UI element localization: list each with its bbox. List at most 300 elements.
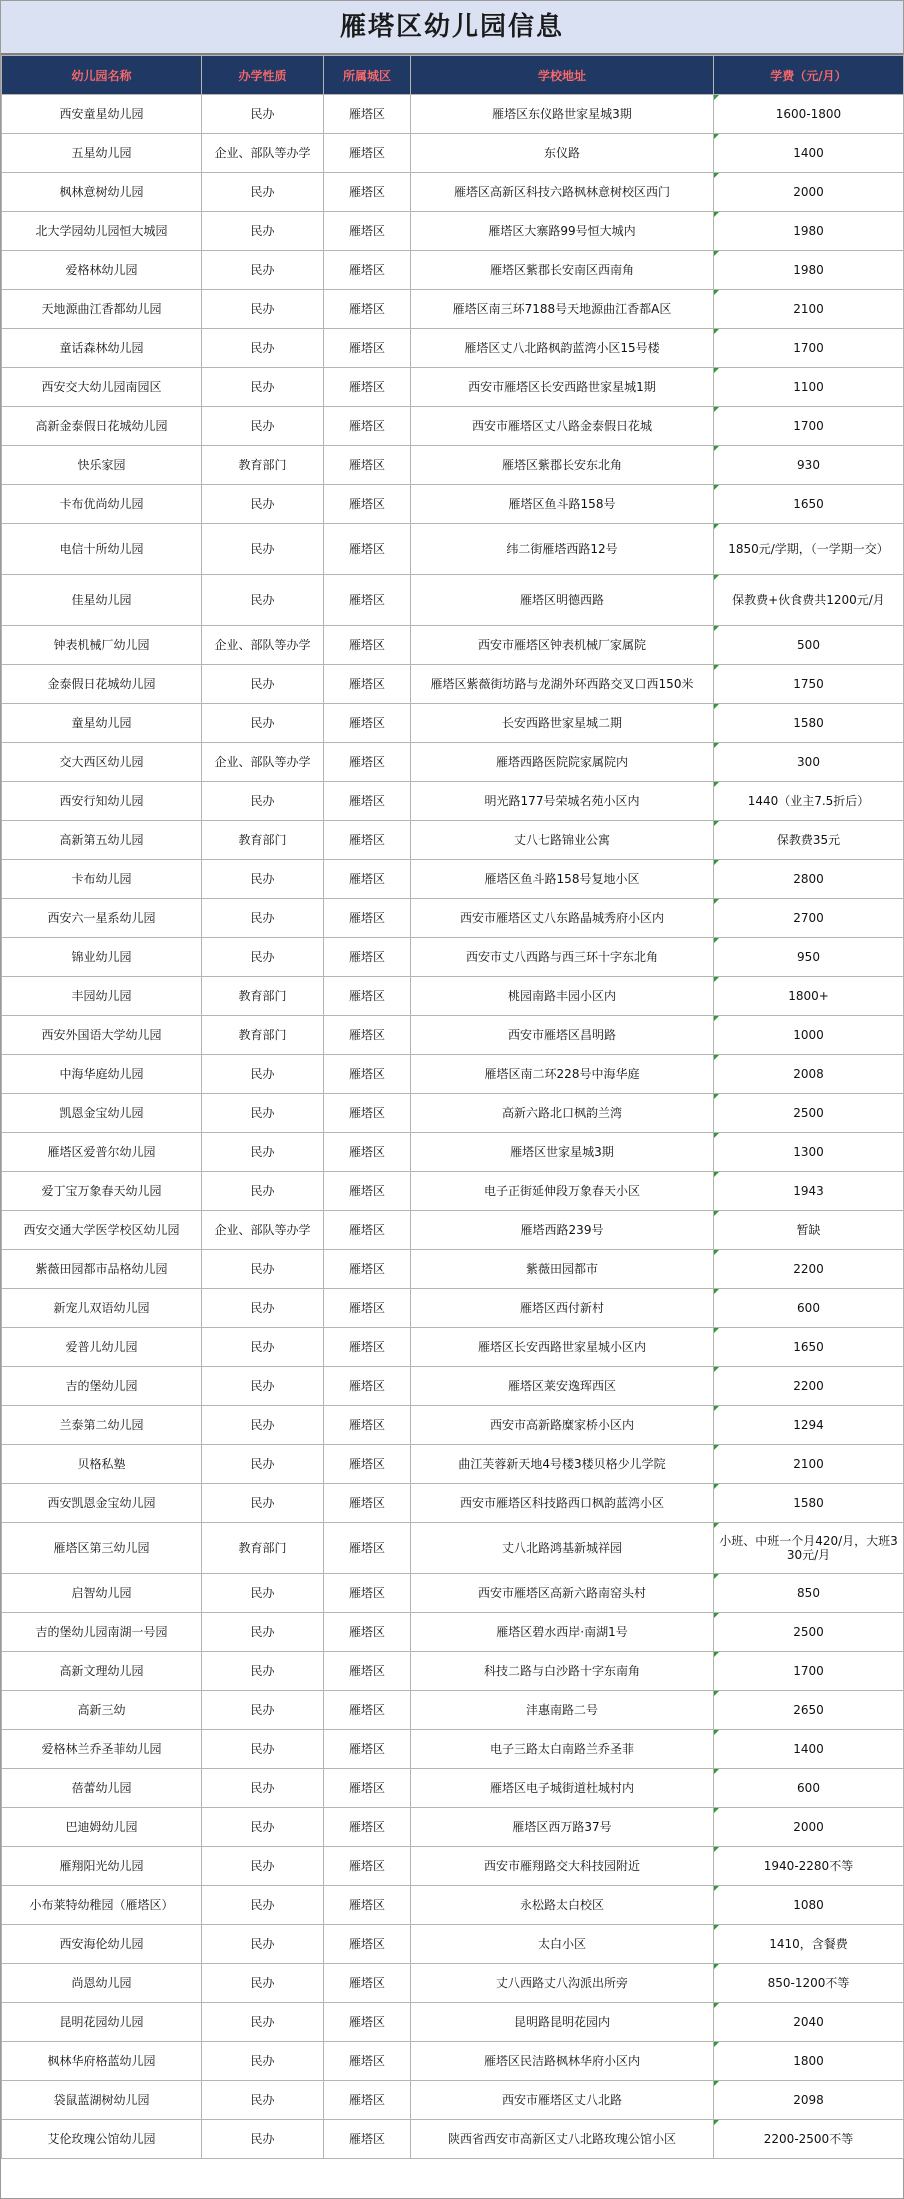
kindergarten-name-cell: 爱格林兰乔圣菲幼儿园 bbox=[2, 1730, 202, 1769]
tuition-fee-cell: 1940-2280不等 bbox=[714, 1847, 904, 1886]
address-cell: 丈八北路鸿基新城祥园 bbox=[411, 1523, 714, 1574]
kindergarten-name-cell: 紫薇田园都市品格幼儿园 bbox=[2, 1250, 202, 1289]
table-row bbox=[2, 1445, 904, 1484]
address-cell: 西安市雁塔区丈八路金泰假日花城 bbox=[411, 407, 714, 446]
kindergarten-name-cell: 金泰假日花城幼儿园 bbox=[2, 665, 202, 704]
district-cell: 雁塔区 bbox=[324, 1574, 411, 1613]
district-cell: 雁塔区 bbox=[324, 782, 411, 821]
district-cell: 雁塔区 bbox=[324, 1328, 411, 1367]
address-cell: 科技二路与白沙路十字东南角 bbox=[411, 1652, 714, 1691]
school-type-cell: 民办 bbox=[202, 368, 324, 407]
school-type-cell: 企业、部队等办学 bbox=[202, 743, 324, 782]
tuition-fee-cell: 600 bbox=[714, 1769, 904, 1808]
tuition-fee-cell: 850-1200不等 bbox=[714, 1964, 904, 2003]
tuition-fee-cell: 1750 bbox=[714, 665, 904, 704]
address-cell: 西安市雁塔区长安西路世家星城1期 bbox=[411, 368, 714, 407]
table-row bbox=[2, 1250, 904, 1289]
kindergarten-name-cell: 中海华庭幼儿园 bbox=[2, 1055, 202, 1094]
district-cell: 雁塔区 bbox=[324, 95, 411, 134]
table-body bbox=[2, 95, 904, 2159]
kindergarten-name-cell: 枫林意树幼儿园 bbox=[2, 173, 202, 212]
tuition-fee-cell: 1294 bbox=[714, 1406, 904, 1445]
table-row bbox=[2, 821, 904, 860]
district-cell: 雁塔区 bbox=[324, 977, 411, 1016]
district-cell: 雁塔区 bbox=[324, 1133, 411, 1172]
school-type-cell: 民办 bbox=[202, 704, 324, 743]
district-cell: 雁塔区 bbox=[324, 2042, 411, 2081]
school-type-cell: 民办 bbox=[202, 1055, 324, 1094]
kindergarten-name-cell: 钟表机械厂幼儿园 bbox=[2, 626, 202, 665]
tuition-fee-cell: 2040 bbox=[714, 2003, 904, 2042]
tuition-fee-cell: 1650 bbox=[714, 485, 904, 524]
district-cell: 雁塔区 bbox=[324, 407, 411, 446]
tuition-fee-cell: 2100 bbox=[714, 290, 904, 329]
tuition-fee-cell: 1400 bbox=[714, 1730, 904, 1769]
kindergarten-name-cell: 吉的堡幼儿园 bbox=[2, 1367, 202, 1406]
kindergarten-name-cell: 五星幼儿园 bbox=[2, 134, 202, 173]
table-row bbox=[2, 2003, 904, 2042]
tuition-fee-cell: 2200 bbox=[714, 1250, 904, 1289]
table-row bbox=[2, 524, 904, 575]
district-cell: 雁塔区 bbox=[324, 1172, 411, 1211]
address-cell: 雁塔区明德西路 bbox=[411, 575, 714, 626]
tuition-fee-cell: 2700 bbox=[714, 899, 904, 938]
address-cell: 紫薇田园都市 bbox=[411, 1250, 714, 1289]
address-cell: 长安西路世家星城二期 bbox=[411, 704, 714, 743]
tuition-fee-cell: 1600-1800 bbox=[714, 95, 904, 134]
address-cell: 西安市丈八西路与西三环十字东北角 bbox=[411, 938, 714, 977]
address-cell: 雁塔区鱼斗路158号 bbox=[411, 485, 714, 524]
school-type-cell: 民办 bbox=[202, 665, 324, 704]
tuition-fee-cell: 1700 bbox=[714, 1652, 904, 1691]
district-cell: 雁塔区 bbox=[324, 329, 411, 368]
table-row bbox=[2, 290, 904, 329]
district-cell: 雁塔区 bbox=[324, 1808, 411, 1847]
address-cell: 西安市高新路糜家桥小区内 bbox=[411, 1406, 714, 1445]
kindergarten-name-cell: 爱格林幼儿园 bbox=[2, 251, 202, 290]
table-row bbox=[2, 860, 904, 899]
header-fee: 学费（元/月） bbox=[714, 56, 904, 95]
district-cell: 雁塔区 bbox=[324, 1484, 411, 1523]
kindergarten-name-cell: 巴迪姆幼儿园 bbox=[2, 1808, 202, 1847]
table-row bbox=[2, 1769, 904, 1808]
kindergarten-name-cell: 交大西区幼儿园 bbox=[2, 743, 202, 782]
table-row bbox=[2, 329, 904, 368]
school-type-cell: 民办 bbox=[202, 1133, 324, 1172]
address-cell: 丈八西路丈八沟派出所旁 bbox=[411, 1964, 714, 2003]
table-row bbox=[2, 704, 904, 743]
table-row bbox=[2, 212, 904, 251]
address-cell: 雁塔区民洁路枫林华府小区内 bbox=[411, 2042, 714, 2081]
tuition-fee-cell: 1400 bbox=[714, 134, 904, 173]
kindergarten-name-cell: 西安外国语大学幼儿园 bbox=[2, 1016, 202, 1055]
district-cell: 雁塔区 bbox=[324, 1652, 411, 1691]
address-cell: 沣惠南路二号 bbox=[411, 1691, 714, 1730]
school-type-cell: 民办 bbox=[202, 1484, 324, 1523]
address-cell: 永松路太白校区 bbox=[411, 1886, 714, 1925]
header-type: 办学性质 bbox=[202, 56, 324, 95]
tuition-fee-cell: 1980 bbox=[714, 212, 904, 251]
school-type-cell: 民办 bbox=[202, 1406, 324, 1445]
table-row bbox=[2, 1523, 904, 1574]
tuition-fee-cell: 1850元/学期，（一学期一交） bbox=[714, 524, 904, 575]
tuition-fee-cell: 950 bbox=[714, 938, 904, 977]
address-cell: 雁塔区长安西路世家星城小区内 bbox=[411, 1328, 714, 1367]
table-row bbox=[2, 173, 904, 212]
table-row bbox=[2, 1613, 904, 1652]
school-type-cell: 教育部门 bbox=[202, 1523, 324, 1574]
school-type-cell: 民办 bbox=[202, 95, 324, 134]
kindergarten-name-cell: 卡布幼儿园 bbox=[2, 860, 202, 899]
kindergarten-table bbox=[1, 55, 904, 2159]
address-cell: 雁塔区紫郡长安南区西南角 bbox=[411, 251, 714, 290]
tuition-fee-cell: 2500 bbox=[714, 1613, 904, 1652]
kindergarten-name-cell: 锦业幼儿园 bbox=[2, 938, 202, 977]
district-cell: 雁塔区 bbox=[324, 173, 411, 212]
address-cell: 雁塔区西万路37号 bbox=[411, 1808, 714, 1847]
table-row bbox=[2, 2120, 904, 2159]
tuition-fee-cell: 2800 bbox=[714, 860, 904, 899]
district-cell: 雁塔区 bbox=[324, 1211, 411, 1250]
school-type-cell: 民办 bbox=[202, 212, 324, 251]
school-type-cell: 民办 bbox=[202, 1769, 324, 1808]
tuition-fee-cell: 2200 bbox=[714, 1367, 904, 1406]
table-row bbox=[2, 1691, 904, 1730]
address-cell: 雁塔区世家星城3期 bbox=[411, 1133, 714, 1172]
kindergarten-name-cell: 尚恩幼儿园 bbox=[2, 1964, 202, 2003]
address-cell: 雁塔区东仪路世家星城3期 bbox=[411, 95, 714, 134]
kindergarten-name-cell: 西安童星幼儿园 bbox=[2, 95, 202, 134]
kindergarten-name-cell: 西安凯恩金宝幼儿园 bbox=[2, 1484, 202, 1523]
tuition-fee-cell: 1580 bbox=[714, 704, 904, 743]
school-type-cell: 民办 bbox=[202, 1172, 324, 1211]
kindergarten-name-cell: 高新第五幼儿园 bbox=[2, 821, 202, 860]
table-row bbox=[2, 1016, 904, 1055]
address-cell: 雁塔区南二环228号中海华庭 bbox=[411, 1055, 714, 1094]
school-type-cell: 民办 bbox=[202, 1445, 324, 1484]
kindergarten-name-cell: 北大学园幼儿园恒大城园 bbox=[2, 212, 202, 251]
address-cell: 丈八七路锦业公寓 bbox=[411, 821, 714, 860]
school-type-cell: 教育部门 bbox=[202, 1016, 324, 1055]
district-cell: 雁塔区 bbox=[324, 368, 411, 407]
tuition-fee-cell: 2650 bbox=[714, 1691, 904, 1730]
district-cell: 雁塔区 bbox=[324, 575, 411, 626]
address-cell: 雁塔区鱼斗路158号复地小区 bbox=[411, 860, 714, 899]
tuition-fee-cell: 2200-2500不等 bbox=[714, 2120, 904, 2159]
district-cell: 雁塔区 bbox=[324, 899, 411, 938]
kindergarten-name-cell: 高新三幼 bbox=[2, 1691, 202, 1730]
district-cell: 雁塔区 bbox=[324, 665, 411, 704]
district-cell: 雁塔区 bbox=[324, 1925, 411, 1964]
tuition-fee-cell: 1800+ bbox=[714, 977, 904, 1016]
school-type-cell: 教育部门 bbox=[202, 821, 324, 860]
table-row bbox=[2, 665, 904, 704]
school-type-cell: 民办 bbox=[202, 575, 324, 626]
table-row bbox=[2, 95, 904, 134]
address-cell: 雁塔西路239号 bbox=[411, 1211, 714, 1250]
school-type-cell: 民办 bbox=[202, 1250, 324, 1289]
address-cell: 雁塔区南三环7188号天地源曲江香都A区 bbox=[411, 290, 714, 329]
tuition-fee-cell: 1700 bbox=[714, 407, 904, 446]
table-row bbox=[2, 1730, 904, 1769]
tuition-fee-cell: 1800 bbox=[714, 2042, 904, 2081]
school-type-cell: 民办 bbox=[202, 1328, 324, 1367]
school-type-cell: 民办 bbox=[202, 1964, 324, 2003]
school-type-cell: 民办 bbox=[202, 1691, 324, 1730]
district-cell: 雁塔区 bbox=[324, 821, 411, 860]
district-cell: 雁塔区 bbox=[324, 1886, 411, 1925]
school-type-cell: 民办 bbox=[202, 1886, 324, 1925]
kindergarten-name-cell: 蓓蕾幼儿园 bbox=[2, 1769, 202, 1808]
tuition-fee-cell: 1980 bbox=[714, 251, 904, 290]
tuition-fee-cell: 930 bbox=[714, 446, 904, 485]
district-cell: 雁塔区 bbox=[324, 1613, 411, 1652]
address-cell: 雁塔区紫薇街坊路与龙湖外环西路交叉口西150米 bbox=[411, 665, 714, 704]
school-type-cell: 民办 bbox=[202, 524, 324, 575]
tuition-fee-cell: 1410，含餐费 bbox=[714, 1925, 904, 1964]
school-type-cell: 民办 bbox=[202, 1847, 324, 1886]
kindergarten-name-cell: 兰泰第二幼儿园 bbox=[2, 1406, 202, 1445]
kindergarten-name-cell: 西安交通大学医学校区幼儿园 bbox=[2, 1211, 202, 1250]
tuition-fee-cell: 1100 bbox=[714, 368, 904, 407]
school-type-cell: 民办 bbox=[202, 860, 324, 899]
district-cell: 雁塔区 bbox=[324, 212, 411, 251]
address-cell: 雁塔区大寨路99号恒大城内 bbox=[411, 212, 714, 251]
table-row bbox=[2, 1289, 904, 1328]
school-type-cell: 民办 bbox=[202, 1613, 324, 1652]
district-cell: 雁塔区 bbox=[324, 1691, 411, 1730]
district-cell: 雁塔区 bbox=[324, 1367, 411, 1406]
school-type-cell: 民办 bbox=[202, 1574, 324, 1613]
address-cell: 雁塔区碧水西岸·南湖1号 bbox=[411, 1613, 714, 1652]
address-cell: 桃园南路丰园小区内 bbox=[411, 977, 714, 1016]
kindergarten-name-cell: 贝格私塾 bbox=[2, 1445, 202, 1484]
tuition-fee-cell: 600 bbox=[714, 1289, 904, 1328]
table-header-row bbox=[2, 56, 904, 95]
address-cell: 陕西省西安市高新区丈八北路玫瑰公馆小区 bbox=[411, 2120, 714, 2159]
district-cell: 雁塔区 bbox=[324, 1289, 411, 1328]
address-cell: 雁塔区高新区科技六路枫林意树校区西门 bbox=[411, 173, 714, 212]
kindergarten-name-cell: 卡布优尚幼儿园 bbox=[2, 485, 202, 524]
district-cell: 雁塔区 bbox=[324, 485, 411, 524]
tuition-fee-cell: 1943 bbox=[714, 1172, 904, 1211]
header-district: 所属城区 bbox=[324, 56, 411, 95]
school-type-cell: 民办 bbox=[202, 1730, 324, 1769]
school-type-cell: 教育部门 bbox=[202, 977, 324, 1016]
school-type-cell: 企业、部队等办学 bbox=[202, 134, 324, 173]
district-cell: 雁塔区 bbox=[324, 1055, 411, 1094]
kindergarten-name-cell: 童话森林幼儿园 bbox=[2, 329, 202, 368]
kindergarten-name-cell: 凯恩金宝幼儿园 bbox=[2, 1094, 202, 1133]
table-row bbox=[2, 1133, 904, 1172]
table-row bbox=[2, 1094, 904, 1133]
district-cell: 雁塔区 bbox=[324, 1730, 411, 1769]
district-cell: 雁塔区 bbox=[324, 524, 411, 575]
tuition-fee-cell: 1650 bbox=[714, 1328, 904, 1367]
school-type-cell: 民办 bbox=[202, 290, 324, 329]
table-row bbox=[2, 1886, 904, 1925]
district-cell: 雁塔区 bbox=[324, 1847, 411, 1886]
table-row bbox=[2, 743, 904, 782]
address-cell: 高新六路北口枫韵兰湾 bbox=[411, 1094, 714, 1133]
district-cell: 雁塔区 bbox=[324, 626, 411, 665]
table-row bbox=[2, 251, 904, 290]
school-type-cell: 民办 bbox=[202, 485, 324, 524]
kindergarten-name-cell: 雁塔区爱普尔幼儿园 bbox=[2, 1133, 202, 1172]
kindergarten-name-cell: 电信十所幼儿园 bbox=[2, 524, 202, 575]
school-type-cell: 民办 bbox=[202, 938, 324, 977]
table-row bbox=[2, 1367, 904, 1406]
tuition-fee-cell: 1000 bbox=[714, 1016, 904, 1055]
district-cell: 雁塔区 bbox=[324, 743, 411, 782]
kindergarten-name-cell: 爱普儿幼儿园 bbox=[2, 1328, 202, 1367]
kindergarten-name-cell: 艾伦玫瑰公馆幼儿园 bbox=[2, 2120, 202, 2159]
address-cell: 东仪路 bbox=[411, 134, 714, 173]
kindergarten-name-cell: 吉的堡幼儿园南湖一号园 bbox=[2, 1613, 202, 1652]
table-row bbox=[2, 446, 904, 485]
kindergarten-name-cell: 新宠儿双语幼儿园 bbox=[2, 1289, 202, 1328]
kindergarten-name-cell: 袋鼠蓝湖树幼儿园 bbox=[2, 2081, 202, 2120]
district-cell: 雁塔区 bbox=[324, 251, 411, 290]
kindergarten-name-cell: 西安六一星系幼儿园 bbox=[2, 899, 202, 938]
table-row bbox=[2, 1847, 904, 1886]
address-cell: 西安市雁塔区昌明路 bbox=[411, 1016, 714, 1055]
table-row bbox=[2, 899, 904, 938]
tuition-fee-cell: 1700 bbox=[714, 329, 904, 368]
kindergarten-name-cell: 雁翔阳光幼儿园 bbox=[2, 1847, 202, 1886]
tuition-fee-cell: 小班、中班一个月420/月，大班330元/月 bbox=[714, 1523, 904, 1574]
address-cell: 西安市雁塔区高新六路南窑头村 bbox=[411, 1574, 714, 1613]
address-cell: 电子三路太白南路兰乔圣菲 bbox=[411, 1730, 714, 1769]
school-type-cell: 教育部门 bbox=[202, 446, 324, 485]
table-row bbox=[2, 575, 904, 626]
school-type-cell: 民办 bbox=[202, 1094, 324, 1133]
school-type-cell: 民办 bbox=[202, 1289, 324, 1328]
district-cell: 雁塔区 bbox=[324, 134, 411, 173]
table-row bbox=[2, 1211, 904, 1250]
kindergarten-name-cell: 童星幼儿园 bbox=[2, 704, 202, 743]
district-cell: 雁塔区 bbox=[324, 704, 411, 743]
table-row bbox=[2, 2081, 904, 2120]
school-type-cell: 民办 bbox=[202, 2003, 324, 2042]
kindergarten-name-cell: 爱丁宝万象春天幼儿园 bbox=[2, 1172, 202, 1211]
school-type-cell: 民办 bbox=[202, 329, 324, 368]
header-name: 幼儿园名称 bbox=[2, 56, 202, 95]
district-cell: 雁塔区 bbox=[324, 1094, 411, 1133]
tuition-fee-cell: 2500 bbox=[714, 1094, 904, 1133]
school-type-cell: 民办 bbox=[202, 173, 324, 212]
address-cell: 纬二街雁塔西路12号 bbox=[411, 524, 714, 575]
tuition-fee-cell: 暂缺 bbox=[714, 1211, 904, 1250]
kindergarten-name-cell: 小布莱特幼稚园（雁塔区） bbox=[2, 1886, 202, 1925]
tuition-fee-cell: 2100 bbox=[714, 1445, 904, 1484]
address-cell: 西安市雁塔区丈八北路 bbox=[411, 2081, 714, 2120]
tuition-fee-cell: 1300 bbox=[714, 1133, 904, 1172]
address-cell: 西安市雁塔区钟表机械厂家属院 bbox=[411, 626, 714, 665]
table-row bbox=[2, 368, 904, 407]
district-cell: 雁塔区 bbox=[324, 938, 411, 977]
page-title: 雁塔区幼儿园信息 bbox=[1, 1, 903, 55]
district-cell: 雁塔区 bbox=[324, 1406, 411, 1445]
address-cell: 昆明路昆明花园内 bbox=[411, 2003, 714, 2042]
address-cell: 太白小区 bbox=[411, 1925, 714, 1964]
tuition-fee-cell: 保教费+伙食费共1200元/月 bbox=[714, 575, 904, 626]
address-cell: 雁塔区紫郡长安东北角 bbox=[411, 446, 714, 485]
address-cell: 雁塔区西付新村 bbox=[411, 1289, 714, 1328]
kindergarten-name-cell: 启智幼儿园 bbox=[2, 1574, 202, 1613]
district-cell: 雁塔区 bbox=[324, 1250, 411, 1289]
address-cell: 雁塔区丈八北路枫韵蓝湾小区15号楼 bbox=[411, 329, 714, 368]
kindergarten-name-cell: 雁塔区第三幼儿园 bbox=[2, 1523, 202, 1574]
table-row bbox=[2, 938, 904, 977]
address-cell: 西安市雁塔区科技路西口枫韵蓝湾小区 bbox=[411, 1484, 714, 1523]
tuition-fee-cell: 保教费35元 bbox=[714, 821, 904, 860]
kindergarten-name-cell: 快乐家园 bbox=[2, 446, 202, 485]
tuition-fee-cell: 850 bbox=[714, 1574, 904, 1613]
table-row bbox=[2, 407, 904, 446]
school-type-cell: 企业、部队等办学 bbox=[202, 626, 324, 665]
table-row bbox=[2, 977, 904, 1016]
table-row bbox=[2, 1172, 904, 1211]
address-cell: 电子正街延伸段万象春天小区 bbox=[411, 1172, 714, 1211]
header-address: 学校地址 bbox=[411, 56, 714, 95]
address-cell: 西安市雁塔区丈八东路晶城秀府小区内 bbox=[411, 899, 714, 938]
tuition-fee-cell: 2098 bbox=[714, 2081, 904, 2120]
table-row bbox=[2, 1808, 904, 1847]
tuition-fee-cell: 2000 bbox=[714, 173, 904, 212]
table-row bbox=[2, 782, 904, 821]
table-row bbox=[2, 2042, 904, 2081]
district-cell: 雁塔区 bbox=[324, 1964, 411, 2003]
district-cell: 雁塔区 bbox=[324, 1445, 411, 1484]
school-type-cell: 民办 bbox=[202, 1808, 324, 1847]
school-type-cell: 民办 bbox=[202, 407, 324, 446]
address-cell: 雁塔西路医院院家属院内 bbox=[411, 743, 714, 782]
table-row bbox=[2, 1652, 904, 1691]
kindergarten-name-cell: 高新文理幼儿园 bbox=[2, 1652, 202, 1691]
kindergarten-name-cell: 丰园幼儿园 bbox=[2, 977, 202, 1016]
district-cell: 雁塔区 bbox=[324, 446, 411, 485]
district-cell: 雁塔区 bbox=[324, 2081, 411, 2120]
tuition-fee-cell: 2000 bbox=[714, 1808, 904, 1847]
address-cell: 曲江芙蓉新天地4号楼3楼贝格少儿学院 bbox=[411, 1445, 714, 1484]
table-row bbox=[2, 1964, 904, 2003]
district-cell: 雁塔区 bbox=[324, 2120, 411, 2159]
tuition-fee-cell: 1580 bbox=[714, 1484, 904, 1523]
school-type-cell: 民办 bbox=[202, 1925, 324, 1964]
table-row bbox=[2, 1484, 904, 1523]
kindergarten-name-cell: 西安行知幼儿园 bbox=[2, 782, 202, 821]
table-row bbox=[2, 134, 904, 173]
table-row bbox=[2, 626, 904, 665]
kindergarten-name-cell: 高新金泰假日花城幼儿园 bbox=[2, 407, 202, 446]
district-cell: 雁塔区 bbox=[324, 1523, 411, 1574]
tuition-fee-cell: 2008 bbox=[714, 1055, 904, 1094]
tuition-fee-cell: 1080 bbox=[714, 1886, 904, 1925]
district-cell: 雁塔区 bbox=[324, 1769, 411, 1808]
address-cell: 雁塔区电子城街道杜城村内 bbox=[411, 1769, 714, 1808]
school-type-cell: 企业、部队等办学 bbox=[202, 1211, 324, 1250]
address-cell: 西安市雁翔路交大科技园附近 bbox=[411, 1847, 714, 1886]
table-row bbox=[2, 1328, 904, 1367]
school-type-cell: 民办 bbox=[202, 2081, 324, 2120]
table-row bbox=[2, 1055, 904, 1094]
address-cell: 明光路177号荣城名苑小区内 bbox=[411, 782, 714, 821]
table-row bbox=[2, 485, 904, 524]
table-row bbox=[2, 1406, 904, 1445]
kindergarten-name-cell: 佳星幼儿园 bbox=[2, 575, 202, 626]
school-type-cell: 民办 bbox=[202, 2042, 324, 2081]
